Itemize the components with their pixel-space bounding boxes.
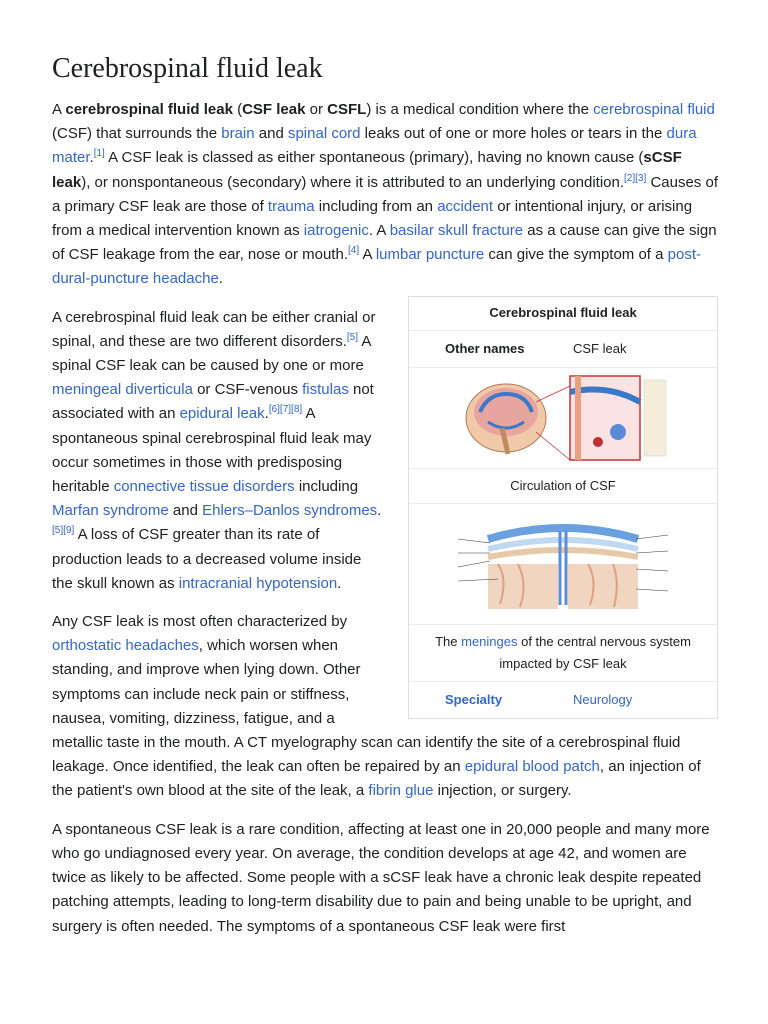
link-meningeal-diverticula[interactable]: meningeal diverticula	[52, 381, 193, 399]
infobox	[408, 296, 718, 719]
infobox-caption-meninges: The meninges of the central nervous system impacted by CSF leak	[409, 625, 717, 682]
infobox-title: Cerebrospinal fluid leak	[409, 297, 717, 331]
link-post-dural-puncture-headache[interactable]: post-dural-puncture headache	[52, 246, 701, 288]
link-neurology[interactable]: Neurology	[573, 692, 633, 708]
csf-circulation-image[interactable]	[409, 368, 717, 469]
paragraph-4: A spontaneous CSF leak is a rare condition, affecting at least one in 20,000 people and many more who go undiagnosed every year. On average, the condition develops at age 42, and women are twice as likely to be affected. Some people with a sCSF leak have a chronic leak despite repeated patching attempts, leading to long-term disability due to pain and being unable to be upright, and surgery is often needed. The symptoms of a spontaneous CSF leak were first	[52, 820, 710, 935]
infobox-other-names-value: CSF leak	[573, 341, 627, 357]
ref-4[interactable]: [4]	[348, 245, 360, 257]
link-fibrin-glue[interactable]: fibrin glue	[368, 782, 434, 800]
infobox-other-names-row	[409, 331, 717, 368]
link-accident[interactable]: accident	[437, 197, 494, 215]
intro-paragraph: A cerebrospinal fluid leak (CSF leak or CSFL) is a medical condition where the cerebrospinal fluid (CSF) that surrounds the brain and spinal cord leaks out of one or more holes or tears in the dura mater.[1] A CSF leak is classed as either spontaneous (primary), having no known cause (sCSF leak), or nonspontaneous (secondary) where it is attributed to an underlying condition.[2][3] Causes of a primary CSF leak are those of trauma including from an accident or intentional injury, or arising from a medical intervention known as iatrogenic. A basilar skull fracture as a cause can give the sign of CSF leakage from the ear, nose or mouth.[4] A lumbar puncture can give the symptom of a post-dural-puncture headache.	[52, 101, 718, 288]
infobox-specialty-row	[409, 682, 717, 718]
link-iatrogenic[interactable]: iatrogenic	[303, 222, 369, 240]
link-brain[interactable]: brain	[221, 125, 255, 143]
ref-5[interactable]: [5]	[346, 331, 359, 343]
ref-2-3[interactable]: [2][3]	[624, 172, 647, 184]
link-spinal-cord[interactable]: spinal cord	[287, 125, 361, 143]
infobox-other-names-label: Other names	[445, 341, 525, 357]
csf-circulation-illustration	[458, 372, 668, 464]
link-trauma[interactable]: trauma	[267, 197, 315, 215]
link-dura-mater[interactable]: dura mater	[52, 125, 697, 167]
ref-6-7-8[interactable]: [6][7][8]	[268, 404, 303, 416]
page-title: Cerebrospinal fluid leak	[52, 53, 323, 84]
infobox-specialty-label[interactable]: Specialty	[445, 692, 503, 708]
link-lumbar-puncture[interactable]: lumbar puncture	[375, 246, 485, 264]
paragraph-3: Any CSF leak is most often characterized by orthostatic headaches, which worsen when standing, and improve when lying down. Other symptoms can include neck pain or stiffness, nausea, vomiting, dizziness, fatigue, and a metallic taste in the mouth. A CT myelography scan can identify the site of a cerebrospinal fluid leakage. Once identified, the leak can often be repaired by an epidural blood patch, an injection of the patient's own blood at the site of the leak, a fibrin glue injection, or surgery.	[52, 613, 701, 800]
link-ehlers-danlos[interactable]: Ehlers–Danlos syndromes	[202, 502, 378, 520]
meninges-image[interactable]	[409, 504, 717, 625]
ref-5-9[interactable]: [5][9]	[52, 525, 75, 537]
link-epidural-leak[interactable]: epidural leak	[179, 405, 265, 423]
meninges-illustration	[448, 509, 678, 619]
link-cerebrospinal-fluid[interactable]: cerebrospinal fluid	[593, 101, 715, 118]
link-marfan-syndrome[interactable]: Marfan syndrome	[52, 502, 169, 520]
paragraph-2: A cerebrospinal fluid leak can be either cranial or spinal, and these are two different disorders.[5] A spinal CSF leak can be caused by one or more meningeal diverticula or CSF-venous fistulas not associated with an epidural leak.[6][7][8] A spontaneous spinal cerebrospinal fluid leak may occur sometimes in those with predisposing heritable connective tissue disorders including Marfan syndrome and Ehlers–Danlos syndromes.[5][9] A loss of CSF greater than its rate of production leads to a decreased volume inside the skull known as intracranial hypotension.	[52, 308, 382, 592]
link-basilar-skull-fracture[interactable]: basilar skull fracture	[389, 222, 524, 240]
ref-1[interactable]: [1]	[93, 148, 105, 160]
link-meninges[interactable]: meninges	[461, 633, 518, 649]
link-epidural-blood-patch[interactable]: epidural blood patch	[464, 758, 600, 776]
link-fistulas[interactable]: fistulas	[302, 381, 349, 399]
link-connective-tissue-disorders[interactable]: connective tissue disorders	[113, 478, 295, 496]
link-intracranial-hypotension[interactable]: intracranial hypotension	[178, 574, 338, 592]
infobox-caption-circulation: Circulation of CSF	[409, 469, 717, 504]
link-orthostatic-headaches[interactable]: orthostatic headaches	[52, 637, 199, 655]
